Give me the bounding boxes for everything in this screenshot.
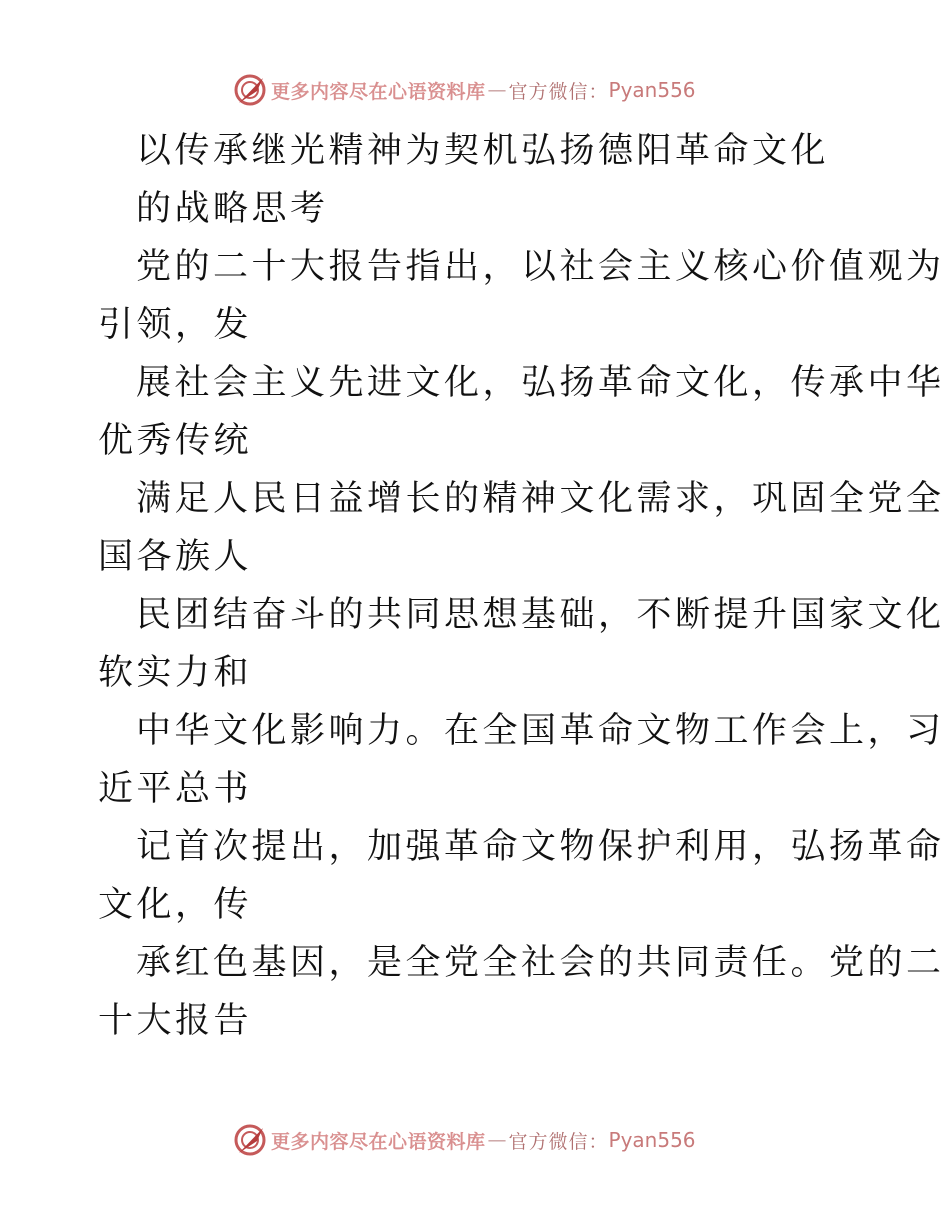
text-line: 承红色基因，是全党全社会的共同责任。党的二	[136, 943, 945, 983]
banner-wechat-id: Pyan556	[608, 78, 696, 102]
text-line: 文化，传	[98, 885, 253, 925]
text-line: 记首次提出，加强革命文物保护利用，弘扬革命	[136, 827, 945, 867]
text-line: 党的二十大报告指出，以社会主义核心价值观为	[136, 247, 945, 287]
text-line: 十大报告	[98, 1001, 253, 1041]
text-line: 近平总书	[98, 769, 253, 809]
text-line: 优秀传统	[98, 421, 253, 461]
text-line: 满足人民日益增长的精神文化需求，巩固全党全	[136, 479, 945, 519]
text-line: 民团结奋斗的共同思想基础，不断提升国家文化	[136, 595, 945, 635]
banner-site-text: 更多内容尽在心语资料库	[271, 80, 486, 103]
document-body	[98, 122, 945, 1050]
footer-watermark-banner	[233, 1122, 696, 1158]
banner-wechat-id: Pyan556	[608, 1128, 696, 1152]
text-line: 展社会主义先进文化，弘扬革命文化，传承中华	[136, 363, 945, 403]
banner-wechat-label: 官方微信：	[508, 80, 609, 103]
text-line: 国各族人	[98, 537, 253, 577]
banner-separator: —	[487, 79, 507, 101]
text-line: 引领，发	[98, 305, 253, 345]
banner-site-text: 更多内容尽在心语资料库	[271, 1130, 486, 1153]
quill-logo-icon	[233, 1123, 267, 1157]
banner-wechat-label: 官方微信：	[508, 1130, 609, 1153]
quill-logo-icon	[233, 73, 267, 107]
text-line: 中华文化影响力。在全国革命文物工作会上，习	[136, 711, 945, 751]
text-line: 以传承继光精神为契机弘扬德阳革命文化	[136, 131, 830, 171]
header-watermark-banner	[233, 72, 696, 108]
banner-separator: —	[487, 1129, 507, 1151]
text-line: 软实力和	[98, 653, 253, 693]
text-line: 的战略思考	[136, 189, 329, 229]
